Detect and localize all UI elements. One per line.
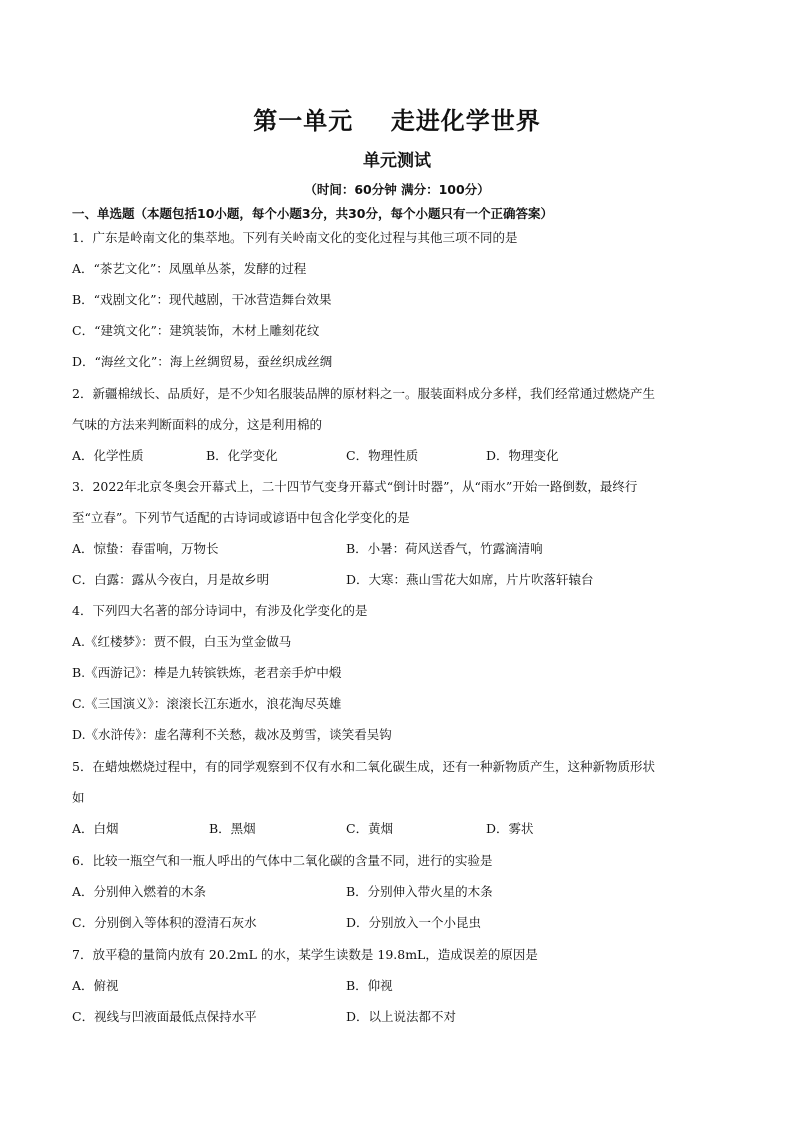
option-b: B．黑烟 [209, 821, 256, 836]
option-b: B．化学变化 [206, 448, 278, 463]
option-d: D．物理变化 [486, 448, 559, 463]
option-c: C．分别倒入等体积的澄清石灰水 [72, 915, 257, 930]
section-heading: 一、单选题（本题包括10小题，每个小题3分，共30分，每个小题只有一个正确答案） [72, 206, 553, 221]
option-d: D．以上说法都不对 [346, 1009, 457, 1024]
option-a: A．惊蛰：春雷响，万物长 [72, 541, 219, 556]
option-a: A．俯视 [72, 978, 119, 993]
question-stem: 4．下列四大名著的部分诗词中，有涉及化学变化的是 [72, 603, 368, 618]
option-d: D．大寒：燕山雪花大如席，片片吹落轩辕台 [346, 572, 594, 587]
option-c: C．白露：露从今夜白，月是故乡明 [72, 572, 270, 587]
question-stem: 至“立春”。下列节气适配的古诗词或谚语中包含化学变化的是 [72, 510, 410, 525]
option-c: C．“建筑文化”：建筑装饰，木材上雕刻花纹 [72, 323, 320, 338]
question-stem: 7．放平稳的量筒内放有 20.2mL 的水，某学生读数是 19.8mL，造成误差的原因是 [72, 947, 538, 962]
option-b: B.《西游记》：棒是九转镔铁炼，老君亲手炉中煅 [72, 665, 342, 680]
option-c: C．黄烟 [346, 821, 394, 836]
question-stem: 气味的方法来判断面料的成分，这是利用棉的 [72, 417, 323, 432]
option-a: A．白烟 [72, 821, 119, 836]
option-d: D．雾状 [486, 821, 534, 836]
option-d: D.《水浒传》：虚名薄利不关愁，裁冰及剪雪，谈笑看吴钩 [72, 727, 392, 742]
option-c: C．物理性质 [346, 448, 419, 463]
question-stem: 如 [72, 790, 85, 805]
option-b: B．分别伸入带火星的木条 [346, 884, 493, 899]
option-b: B．“戏剧文化”：现代越剧，干冰营造舞台效果 [72, 292, 332, 307]
option-c: C.《三国演义》：滚滚长江东逝水，浪花淘尽英雄 [72, 696, 342, 711]
option-c: C．视线与凹液面最低点保持水平 [72, 1009, 257, 1024]
option-b: B．小暑：荷风送香气，竹露滴清响 [346, 541, 543, 556]
question-stem: 5．在蜡烛燃烧过程中，有的同学观察到不仅有水和二氧化碳生成，还有一种新物质产生，这种新物质形状 [72, 759, 655, 774]
option-a: A．化学性质 [72, 448, 144, 463]
option-a: A．分别伸入燃着的木条 [72, 884, 207, 899]
option-d: D．分别放入一个小昆虫 [346, 915, 482, 930]
document-subtitle: 单元测试 [363, 151, 431, 171]
question-stem: 1．广东是岭南文化的集萃地。下列有关岭南文化的变化过程与其他三项不同的是 [72, 230, 518, 245]
question-stem: 6．比较一瓶空气和一瓶人呼出的气体中二氧化碳的含量不同，进行的实验是 [72, 853, 493, 868]
option-a: A．“茶艺文化”：凤凰单丛茶，发酵的过程 [72, 261, 307, 276]
question-stem: 3．2022年北京冬奥会开幕式上，二十四节气变身开幕式“倒计时器”，从“雨水”开始一路倒数，最终行 [72, 479, 638, 494]
exam-time-score: （时间：60分钟 满分：100分） [304, 182, 490, 197]
option-a: A.《红楼梦》：贾不假，白玉为堂金做马 [72, 634, 292, 649]
option-d: D．“海丝文化”：海上丝绸贸易，蚕丝织成丝绸 [72, 354, 333, 369]
document-title: 第一单元 走进化学世界 [253, 107, 541, 135]
question-stem: 2．新疆棉绒长、品质好，是不少知名服装品牌的原材料之一。服装面料成分多样，我们经常通过燃烧产生 [72, 386, 655, 401]
option-b: B．仰视 [346, 978, 393, 993]
